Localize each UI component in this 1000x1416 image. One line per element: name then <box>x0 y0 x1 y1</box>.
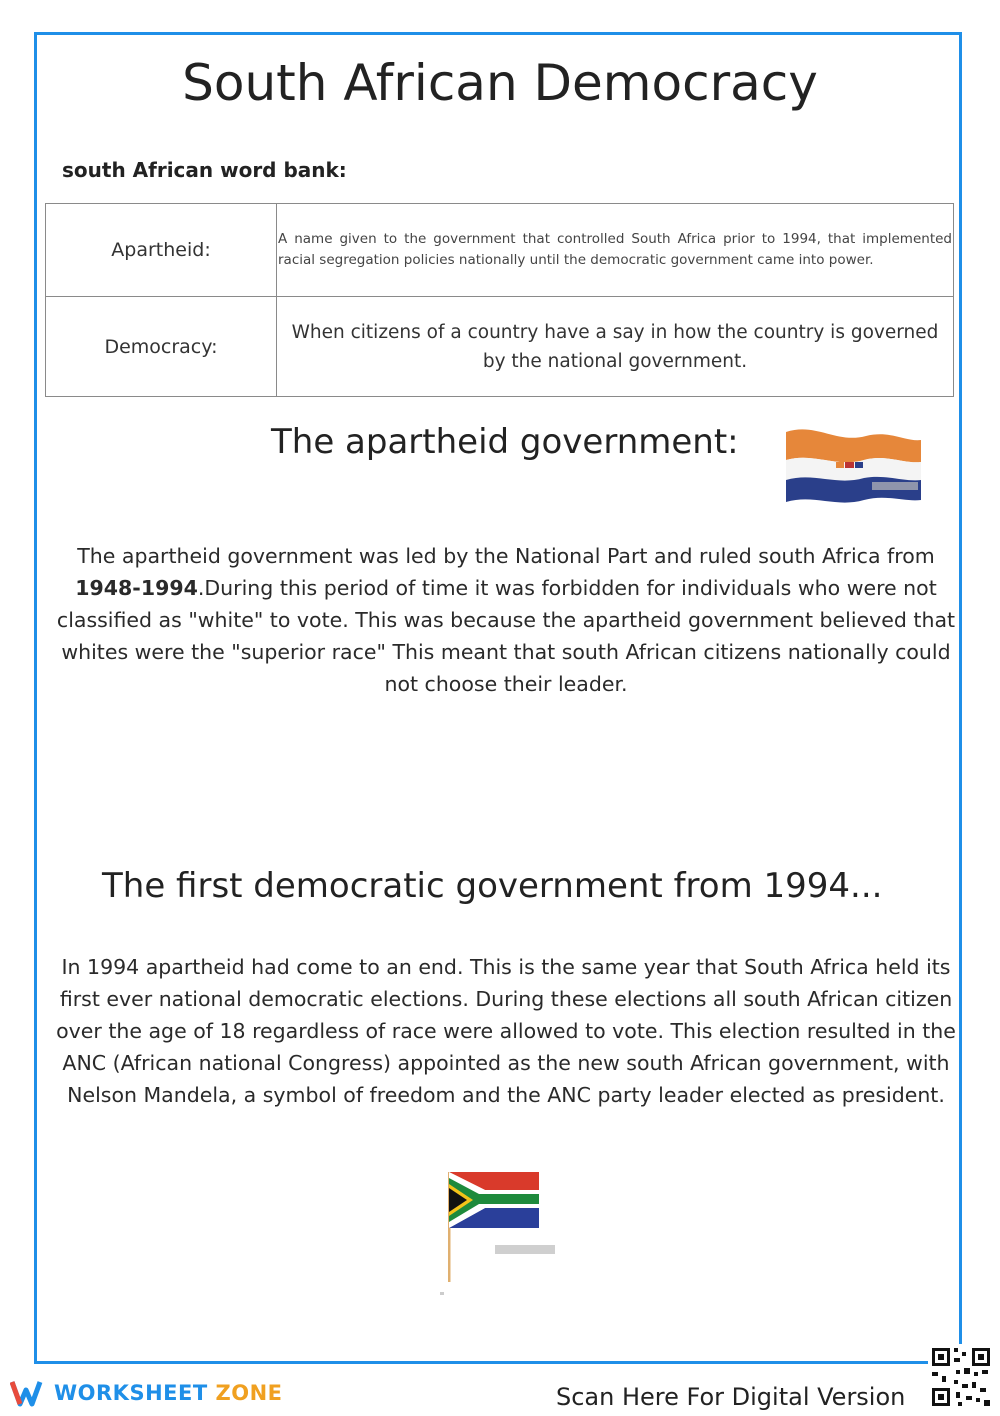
democracy-paragraph: In 1994 apartheid had come to an end. This is the same year that South Africa held its first ever national democratic elections. During these elections all south African citizen over the age of 18 regardless of race were allowed to vote. This election resulted in the ANC (African national Congress) appointed as the new south African government, with Nelson Mandela, a symbol of freedom and the ANC party leader elected as president. <box>56 955 956 1107</box>
apartheid-paragraph: The apartheid government was led by the National Part and ruled south Africa from 1948-1994.During this period of time it was forbidden for individuals who were not classified as "white" to vote. This was because the apartheid government believed that whites were the "superior race" This meant that south African citizens nationally could not choose their leader. <box>56 544 956 696</box>
word-bank-table <box>45 203 954 397</box>
old-south-african-flag-icon <box>776 420 926 520</box>
table-row <box>46 204 954 297</box>
term-cell: Apartheid: <box>46 204 277 297</box>
definition-cell: A name given to the government that controlled South Africa prior to 1994, that implemented racial segregation policies nationally until the democratic government came into power. <box>277 204 954 297</box>
scan-instruction: Scan Here For Digital Version <box>556 1383 906 1411</box>
page-title: South African Democracy <box>182 54 818 112</box>
section-heading-democracy: The first democratic government from 1994... <box>102 866 883 906</box>
years-highlight: 1948-1994 <box>75 576 198 600</box>
qr-code-icon[interactable] <box>928 1344 994 1410</box>
worksheetzone-logo-icon <box>10 1378 48 1408</box>
word-bank-label: south African word bank: <box>62 158 347 182</box>
section-heading-apartheid: The apartheid government: <box>271 422 739 462</box>
definition-cell: When citizens of a country have a say in how the country is governed by the national government. <box>277 297 954 397</box>
south-african-flag-icon <box>440 1166 560 1298</box>
logo-text: WORKSHEET ZONE <box>54 1381 283 1405</box>
term-cell: Democracy: <box>46 297 277 397</box>
table-row <box>46 297 954 397</box>
worksheetzone-logo[interactable] <box>10 1376 283 1410</box>
